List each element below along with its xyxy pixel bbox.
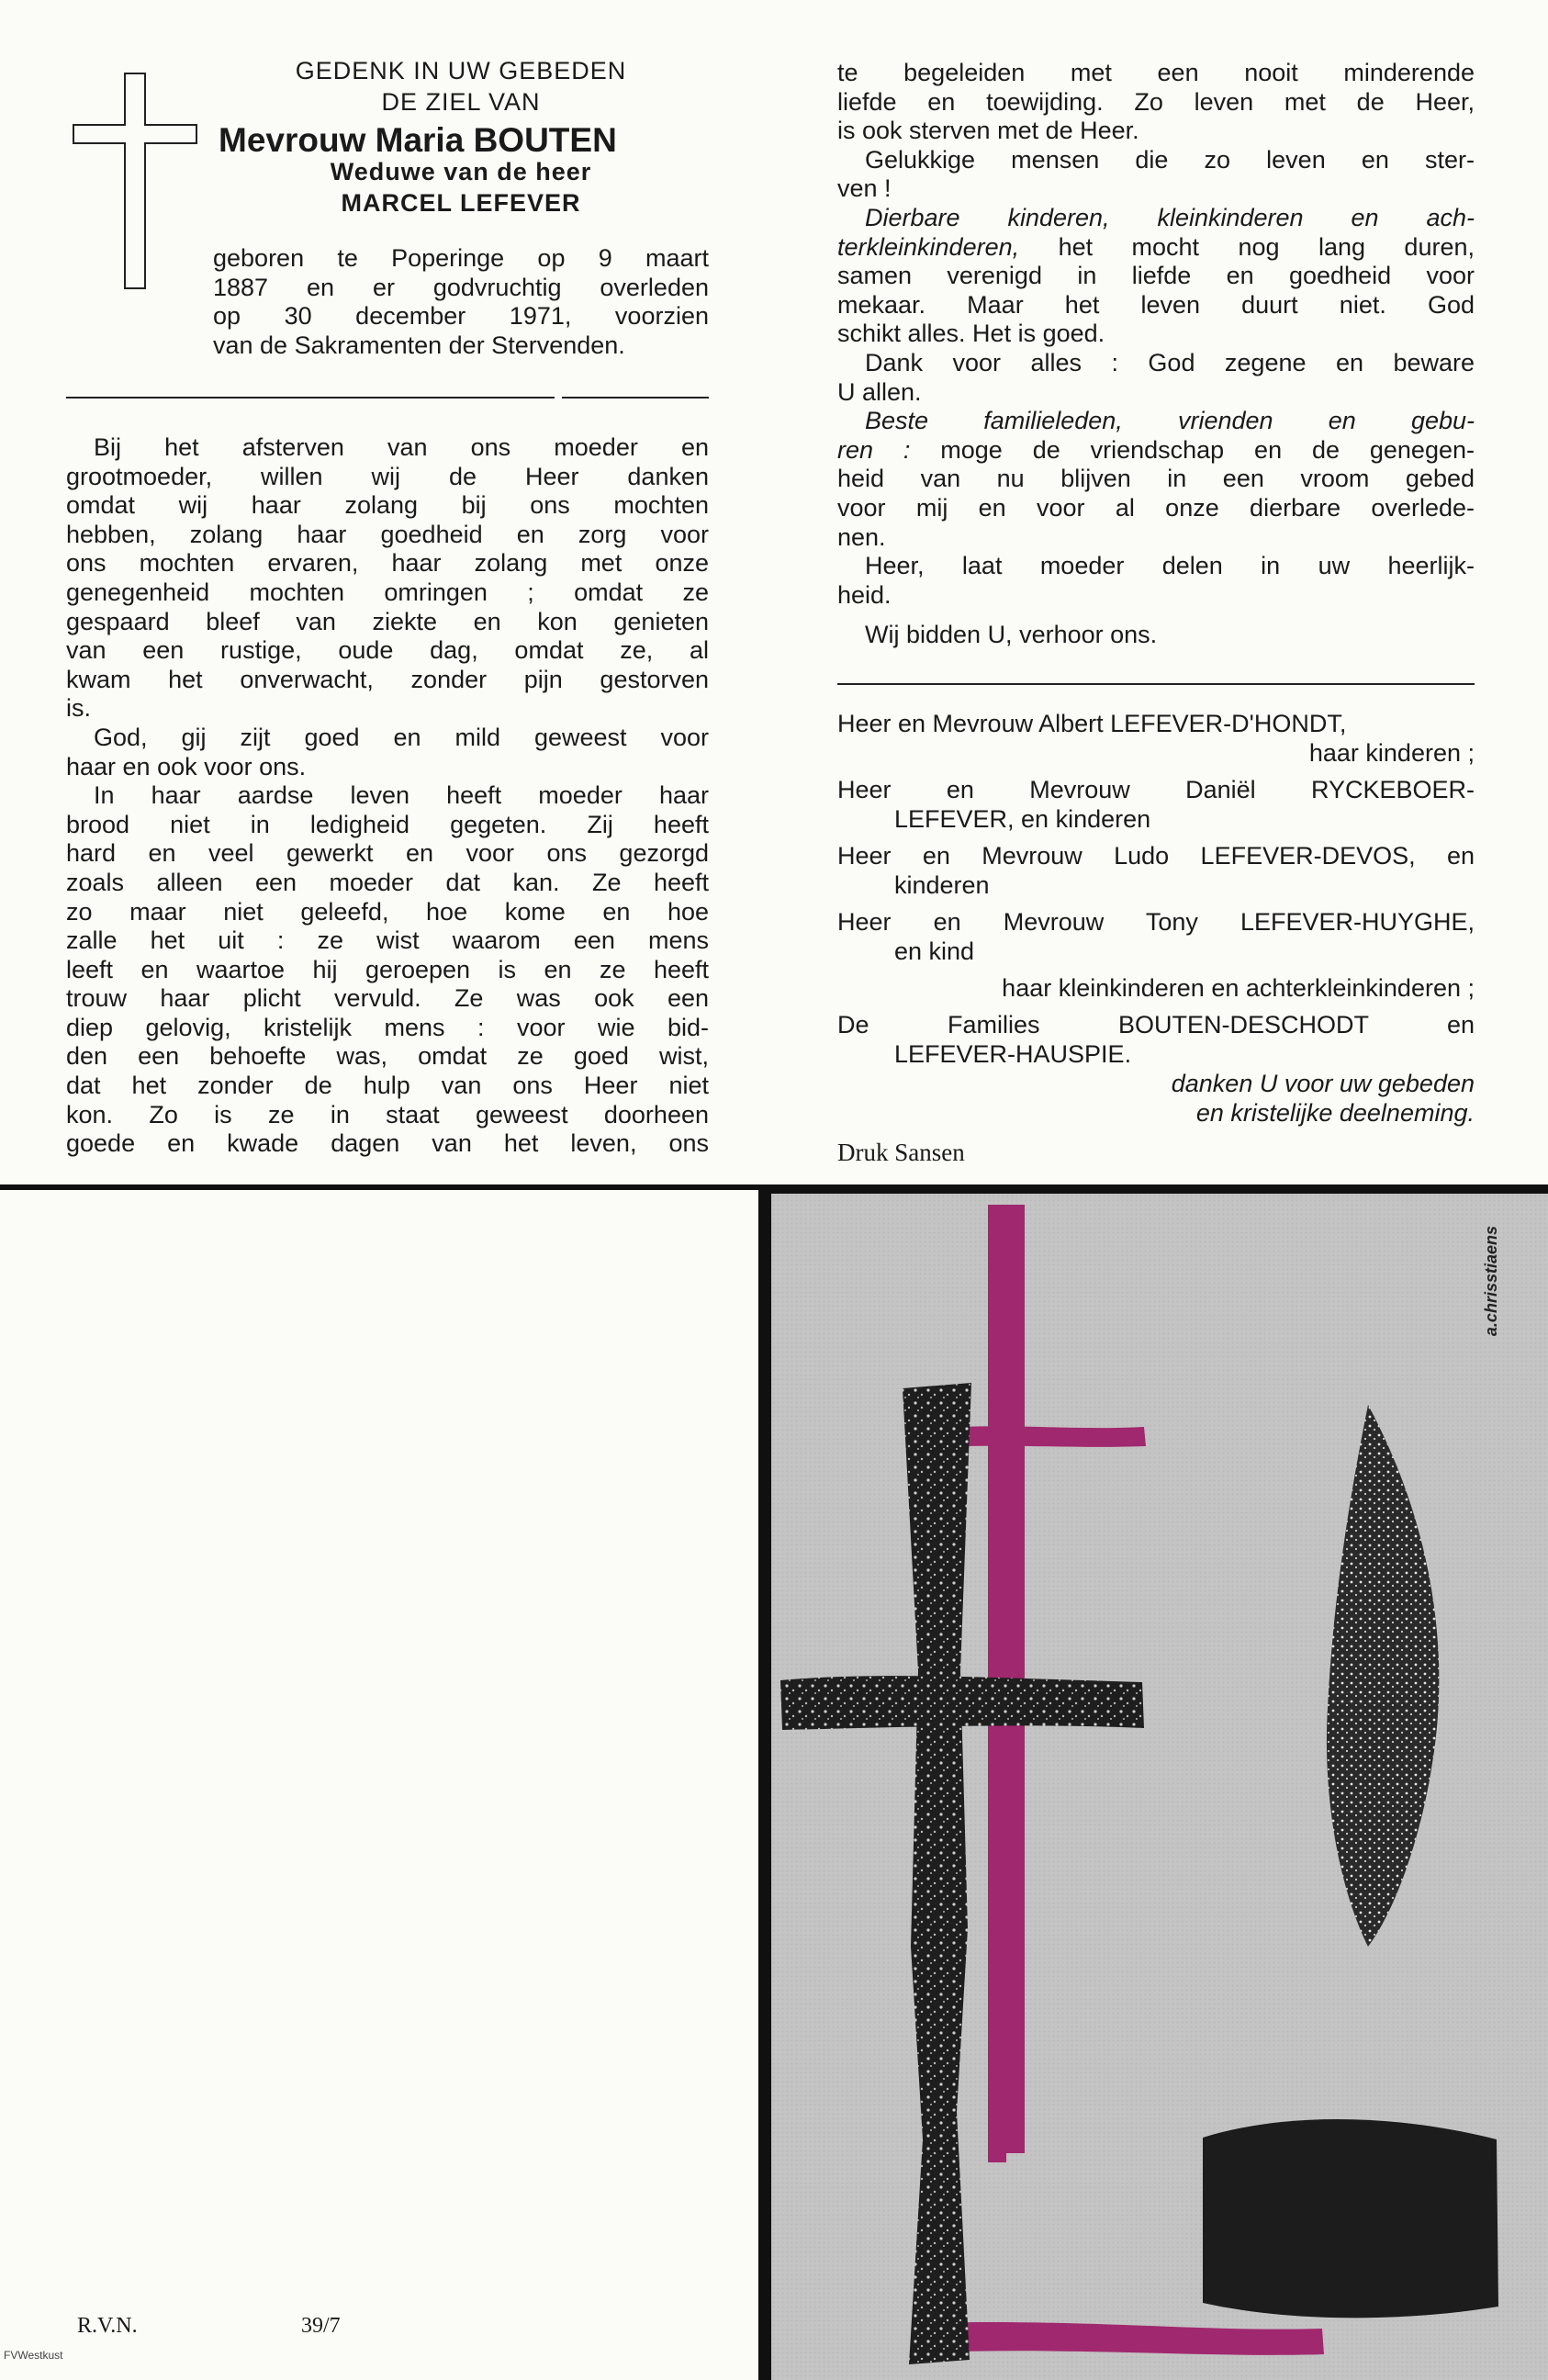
divider-left-short <box>562 397 709 399</box>
text-line: Wij bidden U, verhoor ons. <box>865 621 1158 649</box>
text-line: Bij het afsterven van ons moeder en <box>94 433 709 461</box>
family-line: De Families BOUTEN-DESCHODT en <box>837 1011 1475 1038</box>
text-line: den een behoefte was, omdat ze goed wist, <box>66 1042 709 1071</box>
family-line: en kind <box>894 937 975 965</box>
memorial-card-back <box>0 1190 758 2380</box>
card-header <box>213 55 709 219</box>
right-text-column <box>837 59 1475 650</box>
family-line: haar kleinkinderen en achterkleinkinderen ; <box>1002 974 1475 1002</box>
text-line: samen verenigd in liefde en goedheid voor <box>837 262 1475 290</box>
text-line: dat het zonder de hulp van ons Heer niet <box>66 1072 709 1100</box>
text-line: kwam het onverwacht, zonder pijn gestorven <box>66 665 709 693</box>
text-line: omdat wij haar zolang bij ons mochten <box>66 491 709 520</box>
family-line: Heer en Mevrouw Albert LEFEVER-D'HONDT, <box>837 710 1347 737</box>
family-line: LEFEVER-HAUSPIE. <box>894 1040 1132 1068</box>
text-line: genegenheid mochten omringen ; omdat ze <box>66 578 709 606</box>
watermark: FVWestkust <box>4 2349 63 2362</box>
text-line: kon. Zo is ze in staat geweest doorheen <box>66 1100 709 1128</box>
deceased-name: Mevrouw Maria BOUTEN <box>219 125 617 156</box>
artist-signature: a.chrisstiaens <box>1482 1226 1500 1337</box>
text-line: In haar aardse leven heeft moeder haar <box>94 781 709 810</box>
text-line-mixed <box>837 233 1475 263</box>
text-line: leeft en waartoe hij geroepen is en ze heeft <box>66 955 709 983</box>
text-fragment: het mocht nog lang duren, <box>1058 232 1475 261</box>
text-line: schikt alles. Het is goed. <box>837 320 1105 348</box>
text-line: heid. <box>837 580 892 609</box>
header-line-2: DE ZIEL VAN <box>381 88 541 116</box>
archive-code-right: 39/7 <box>301 2314 341 2338</box>
family-line: haar kinderen ; <box>1308 739 1475 767</box>
printer-credit: Druk Sansen <box>837 1139 965 1166</box>
text-line: hard en veel gewerkt en voor ons gezorgd <box>66 839 709 868</box>
text-fragment: moge de vriendschap en de genegen- <box>940 435 1475 464</box>
birth-line: op 30 december 1971, voorzien <box>213 302 709 330</box>
text-line: haar en ook voor ons. <box>66 752 307 780</box>
family-line: kinderen <box>894 871 990 899</box>
divider-right <box>837 683 1475 685</box>
archive-code-left: R.V.N. <box>77 2314 138 2338</box>
text-line: brood niet in ledigheid gegeten. Zij heeft <box>66 810 709 838</box>
text-line: God, gij zijt goed en mild geweest voor <box>94 723 709 751</box>
text-line-mixed <box>837 436 1475 466</box>
text-line: te begeleiden met een nooit minderende <box>837 59 1475 86</box>
family-line: LEFEVER, en kinderen <box>894 805 1151 833</box>
text-line: zo maar niet geleefd, hoe kome en hoe <box>66 897 709 926</box>
text-line: zalle het uit : ze wist waarom een mens <box>66 926 709 955</box>
memorial-card-inside <box>0 0 1548 1184</box>
family-line: Heer en Mevrouw Daniël RYCKEBOER- <box>837 776 1475 803</box>
family-line: Heer en Mevrouw Tony LEFEVER-HUYGHE, <box>837 908 1475 936</box>
thanks-line: en kristelijke deelneming. <box>1195 1099 1475 1127</box>
text-fragment-italic: ren : <box>837 435 911 464</box>
text-line: Heer, laat moeder delen in uw heerlijk- <box>865 552 1475 580</box>
text-line-italic: Beste familieleden, vrienden en gebu- <box>865 407 1475 435</box>
text-line: Dank voor alles : God zegene en beware <box>865 348 1475 376</box>
text-line: goede en kwade dagen van het leven, ons <box>66 1129 709 1158</box>
header-line-1: GEDENK IN UW GEBEDEN <box>295 57 627 84</box>
text-line: U allen. <box>837 377 922 406</box>
text-fragment-italic: terkleinkinderen, <box>837 232 1020 261</box>
birth-line: van de Sakramenten der Stervenden. <box>213 331 625 359</box>
birth-line: 1887 en er godvruchtig overleden <box>213 273 709 301</box>
text-line: diep gelovig, kristelijk mens : voor wie bid- <box>66 1013 709 1041</box>
text-line: is. <box>66 694 91 723</box>
text-line: van een rustige, oude dag, omdat ze, al <box>66 636 709 665</box>
left-text-column <box>66 433 709 1159</box>
memorial-card-cover <box>771 1194 1548 2380</box>
text-line: ons mochten ervaren, haar zolang met onze <box>66 549 709 578</box>
text-line: is ook sterven met de Heer. <box>837 117 1139 145</box>
flame-icon <box>1327 1405 1439 1947</box>
text-line: ven ! <box>837 174 892 203</box>
birth-death-text <box>213 244 709 360</box>
text-line: voor mij en voor al onze dierbare overlede- <box>837 493 1475 522</box>
dark-cross-icon <box>780 1383 1144 2364</box>
text-line-italic: Dierbare kinderen, kleinkinderen en ach- <box>865 203 1475 231</box>
text-line: zoals alleen een moeder dat kan. Ze heeft <box>66 868 709 896</box>
divider-left <box>66 397 555 399</box>
family-list <box>837 709 1475 1128</box>
text-line: liefde en toewijding. Zo leven met de Heer, <box>837 87 1475 116</box>
cover-artwork <box>771 1194 1548 2380</box>
text-line: nen. <box>837 522 886 551</box>
text-line: Gelukkige mensen die zo leven en ster- <box>865 145 1475 174</box>
text-line: trouw haar plicht vervuld. Ze was ook een <box>66 984 709 1013</box>
text-line: hebben, zolang haar goedheid en zorg voor <box>66 520 709 548</box>
text-line: gespaard bleef van ziekte en kon genieten <box>66 607 709 635</box>
text-line: grootmoeder, willen wij de Heer danken <box>66 462 709 490</box>
cross-outline-icon <box>72 72 200 292</box>
birth-line: geboren te Poperinge op 9 maart <box>213 244 709 272</box>
husband-name: MARCEL LEFEVER <box>341 189 581 217</box>
family-line: Heer en Mevrouw Ludo LEFEVER-DEVOS, en <box>837 842 1475 870</box>
candle-base-icon <box>1203 2119 1498 2318</box>
thanks-line: danken U voor uw gebeden <box>1171 1070 1475 1097</box>
text-line: heid van nu blijven in een vroom gebed <box>837 465 1475 493</box>
text-line: mekaar. Maar het leven duurt niet. God <box>837 290 1475 319</box>
widow-line: Weduwe van de heer <box>330 158 592 185</box>
